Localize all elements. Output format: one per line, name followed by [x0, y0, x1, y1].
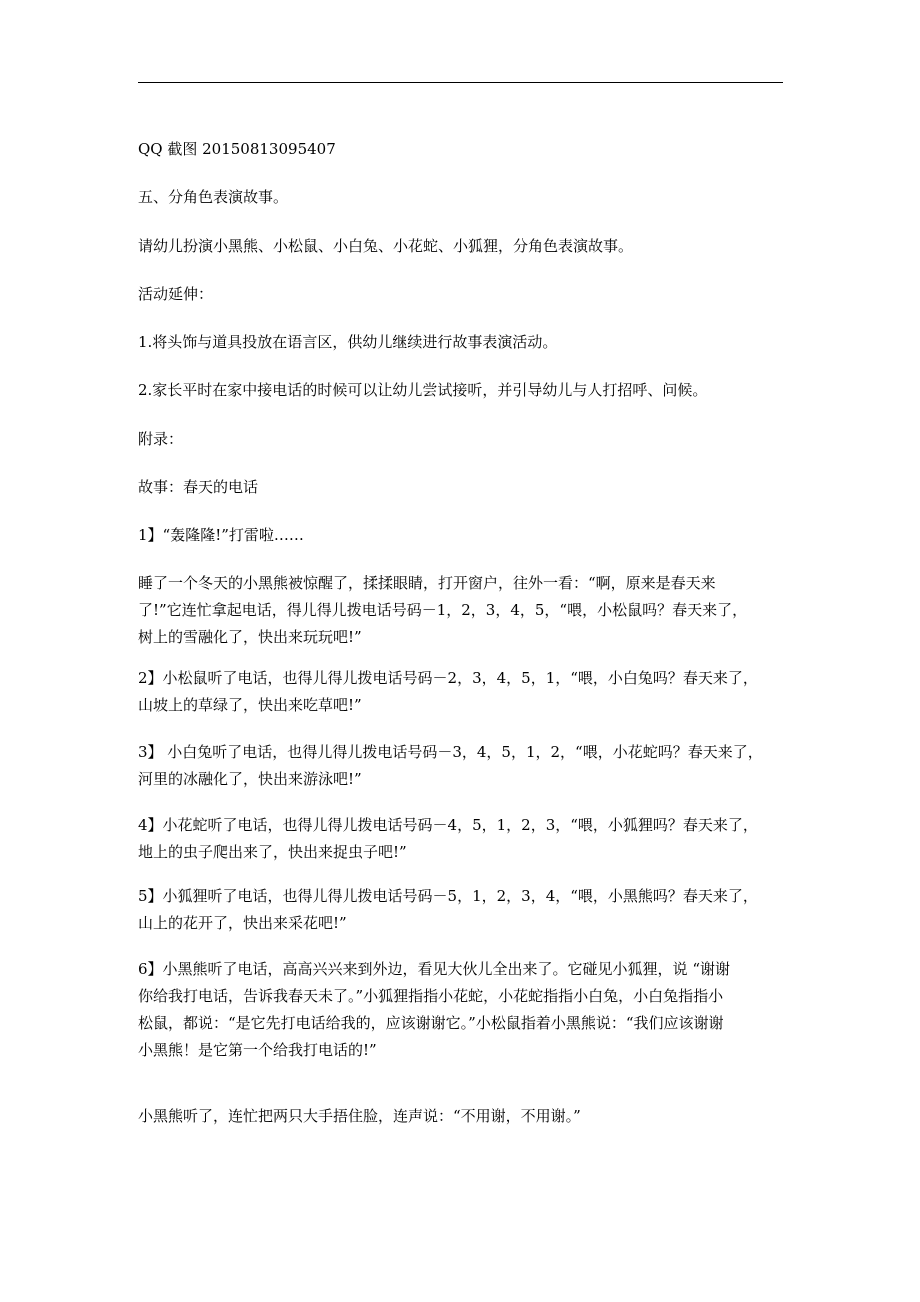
story-line: 松鼠，都说：“是它先打电话给我的，应该谢谢它。”小松鼠指着小黑熊说：“我们应该谢谢 — [138, 1014, 724, 1032]
story-line: 4】小花蛇听了电话，也得儿得儿拨电话号码－4，5，1，2，3，“喂，小狐狸吗？春天来了， — [138, 816, 758, 834]
story-line: 5】小狐狸听了电话，也得儿得儿拨电话号码－5，1，2，3，4，“喂，小黑熊吗？春天来了， — [138, 887, 758, 905]
story-paragraph-3 — [138, 665, 798, 719]
story-line: 睡了一个冬天的小黑熊被惊醒了，揉揉眼睛，打开窗户，往外一看：“啊，原来是春天来 — [138, 574, 716, 592]
image-caption: QQ 截图 20150813095407 — [138, 140, 336, 158]
story-title: 故事：春天的电话 — [138, 478, 259, 496]
story-line: 山坡上的草绿了，快出来吃草吧!” — [138, 696, 362, 714]
header-rule — [138, 82, 783, 83]
story-line: 你给我打电话，告诉我春天未了。”小狐狸指指小花蛇，小花蛇指指小白兔，小白兔指指小 — [138, 987, 724, 1005]
instruction-text: 请幼儿扮演小黑熊、小松鼠、小白兔、小花蛇、小狐狸，分角色表演故事。 — [138, 237, 634, 255]
extension-heading: 活动延伸： — [138, 285, 214, 303]
story-line: 地上的虫子爬出来了，快出来捉虫子吧!” — [138, 843, 407, 861]
story-paragraph-6 — [138, 883, 798, 937]
story-paragraph-5 — [138, 812, 798, 866]
story-line: 树上的雪融化了，快出来玩玩吧!” — [138, 628, 362, 646]
story-line: 3】 小白兔听了电话，也得儿得儿拨电话号码－3，4，5，1，2，“喂，小花蛇吗？春天来了， — [138, 743, 763, 761]
section-heading: 五、分角色表演故事。 — [138, 188, 289, 206]
story-line: 了!”它连忙拿起电话，得儿得儿拨电话号码－1，2，3，4，5，“喂，小松鼠吗？春天来了， — [138, 601, 748, 619]
story-line: 2】小松鼠听了电话，也得儿得儿拨电话号码－2，3，4，5，1，“喂，小白兔吗？春天来了， — [138, 669, 758, 687]
story-line: 小黑熊！是它第一个给我打电话的!” — [138, 1041, 377, 1059]
story-line: 6】小黑熊听了电话，高高兴兴来到外边，看见大伙儿全出来了。它碰见小狐狸，说 “谢谢 — [138, 960, 730, 978]
story-paragraph-4 — [138, 739, 798, 793]
story-paragraph-8: 小黑熊听了，连忙把两只大手捂住脸，连声说：“不用谢，不用谢。” — [138, 1107, 581, 1125]
extension-item: 1.将头饰与道具投放在语言区，供幼儿继续进行故事表演活动。 — [138, 333, 558, 351]
extension-item: 2.家长平时在家中接电话的时候可以让幼儿尝试接听，并引导幼儿与人打招呼、问候。 — [138, 381, 708, 399]
story-line: 山上的花开了，快出来采花吧!” — [138, 914, 347, 932]
story-paragraph-1: 1】“轰隆隆!”打雷啦…… — [138, 526, 304, 544]
story-paragraph-2 — [138, 570, 798, 651]
appendix-heading: 附录： — [138, 430, 184, 448]
story-paragraph-7 — [138, 956, 798, 1064]
story-line: 河里的冰融化了，快出来游泳吧!” — [138, 770, 362, 788]
